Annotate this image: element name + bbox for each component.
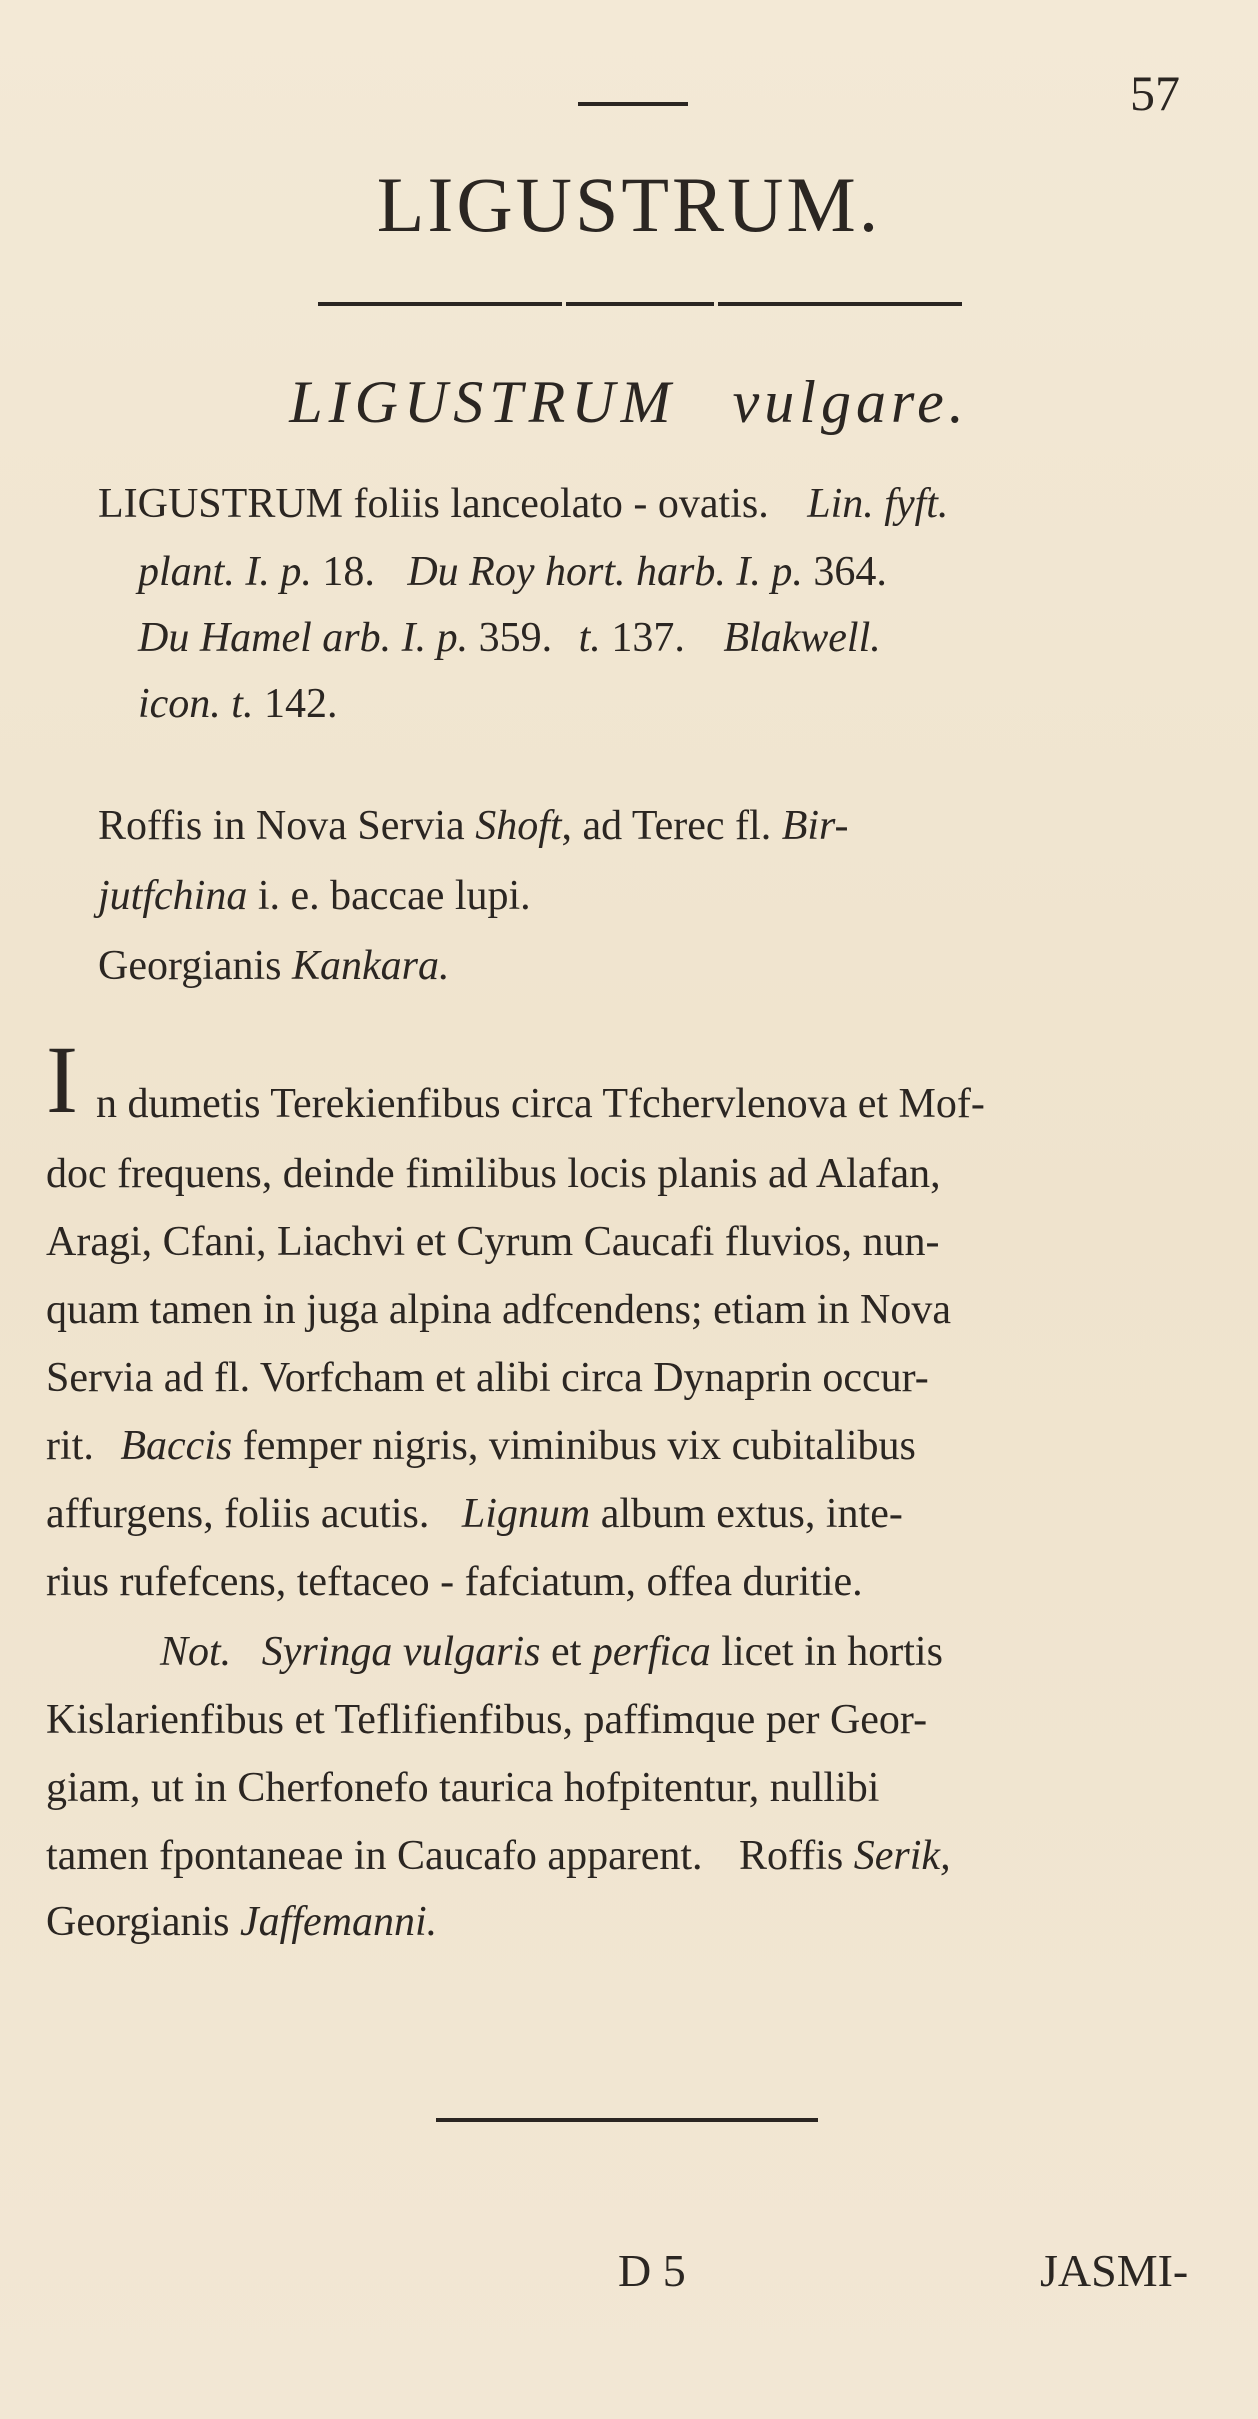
note-line-4: tamen fpontaneae in Caucafo apparent. Roffis Serik, xyxy=(46,1833,951,1879)
body-line-1: n dumetis Terekienfibus circa Tfchervlenova et Mof- xyxy=(96,1081,985,1127)
title-rule-right xyxy=(718,302,962,306)
synonymy-line-4: icon. t. 142. xyxy=(138,681,338,727)
names-line-3: Georgianis Kankara. xyxy=(98,943,450,989)
note-line-2: Kislarienfibus et Teflifienfibus, paffimque per Geor- xyxy=(46,1697,928,1743)
species-genus: LIGUSTRUM xyxy=(289,369,677,435)
synonymy-line-1: LIGUSTRUM foliis lanceolato - ovatis. Lin. fyft. xyxy=(98,481,949,527)
body-line-8: rius rufefcens, teftaceo - fafciatum, offea duritie. xyxy=(46,1559,863,1605)
note-line-1: Not. Syringa vulgaris et perfica licet in hortis xyxy=(160,1629,943,1675)
names-line-1: Roffis in Nova Servia Shoft, ad Terec fl. Bir- xyxy=(98,803,849,849)
body-line-4: quam tamen in juga alpina adfcendens; etiam in Nova xyxy=(46,1287,952,1333)
synonymy-genus: LIGUSTRUM xyxy=(98,481,344,527)
body-line-7: affurgens, foliis acutis. Lignum album extus, inte- xyxy=(46,1491,903,1537)
note-line-3: giam, ut in Cherfonefo taurica hofpitentur, nullibi xyxy=(46,1765,880,1811)
title-rule-left xyxy=(318,302,562,306)
species-epithet: vulgare. xyxy=(732,369,969,435)
body-line-2: doc frequens, deinde fimilibus locis planis ad Alafan, xyxy=(46,1151,941,1197)
page-title: LIGUSTRUM. xyxy=(376,161,882,248)
synonymy-line-2: plant. I. p. 18. Du Roy hort. harb. I. p. 364. xyxy=(138,549,887,595)
catchword: JASMI- xyxy=(1040,2245,1189,2296)
note-line-5: Georgianis Jaffemanni. xyxy=(46,1899,438,1945)
species-heading xyxy=(0,368,1258,437)
synonymy-line-3: Du Hamel arb. I. p. 359. t. 137. Blakwell. xyxy=(138,615,881,661)
page-number: 57 xyxy=(1130,65,1180,121)
drop-cap: I xyxy=(46,1026,78,1133)
body-line-3: Aragi, Cfani, Liachvi et Cyrum Caucafi fluvios, nun- xyxy=(46,1219,940,1265)
signature-mark: D 5 xyxy=(618,2245,686,2296)
end-rule xyxy=(436,2118,818,2122)
body-line-5: Servia ad fl. Vorfcham et alibi circa Dynaprin occur- xyxy=(46,1355,929,1401)
names-line-2: jutfchina i. e. baccae lupi. xyxy=(98,873,531,919)
title-rule-mid xyxy=(566,302,714,306)
body-line-6: rit. Baccis femper nigris, viminibus vix cubitalibus xyxy=(46,1423,916,1469)
header-rule xyxy=(578,102,688,106)
